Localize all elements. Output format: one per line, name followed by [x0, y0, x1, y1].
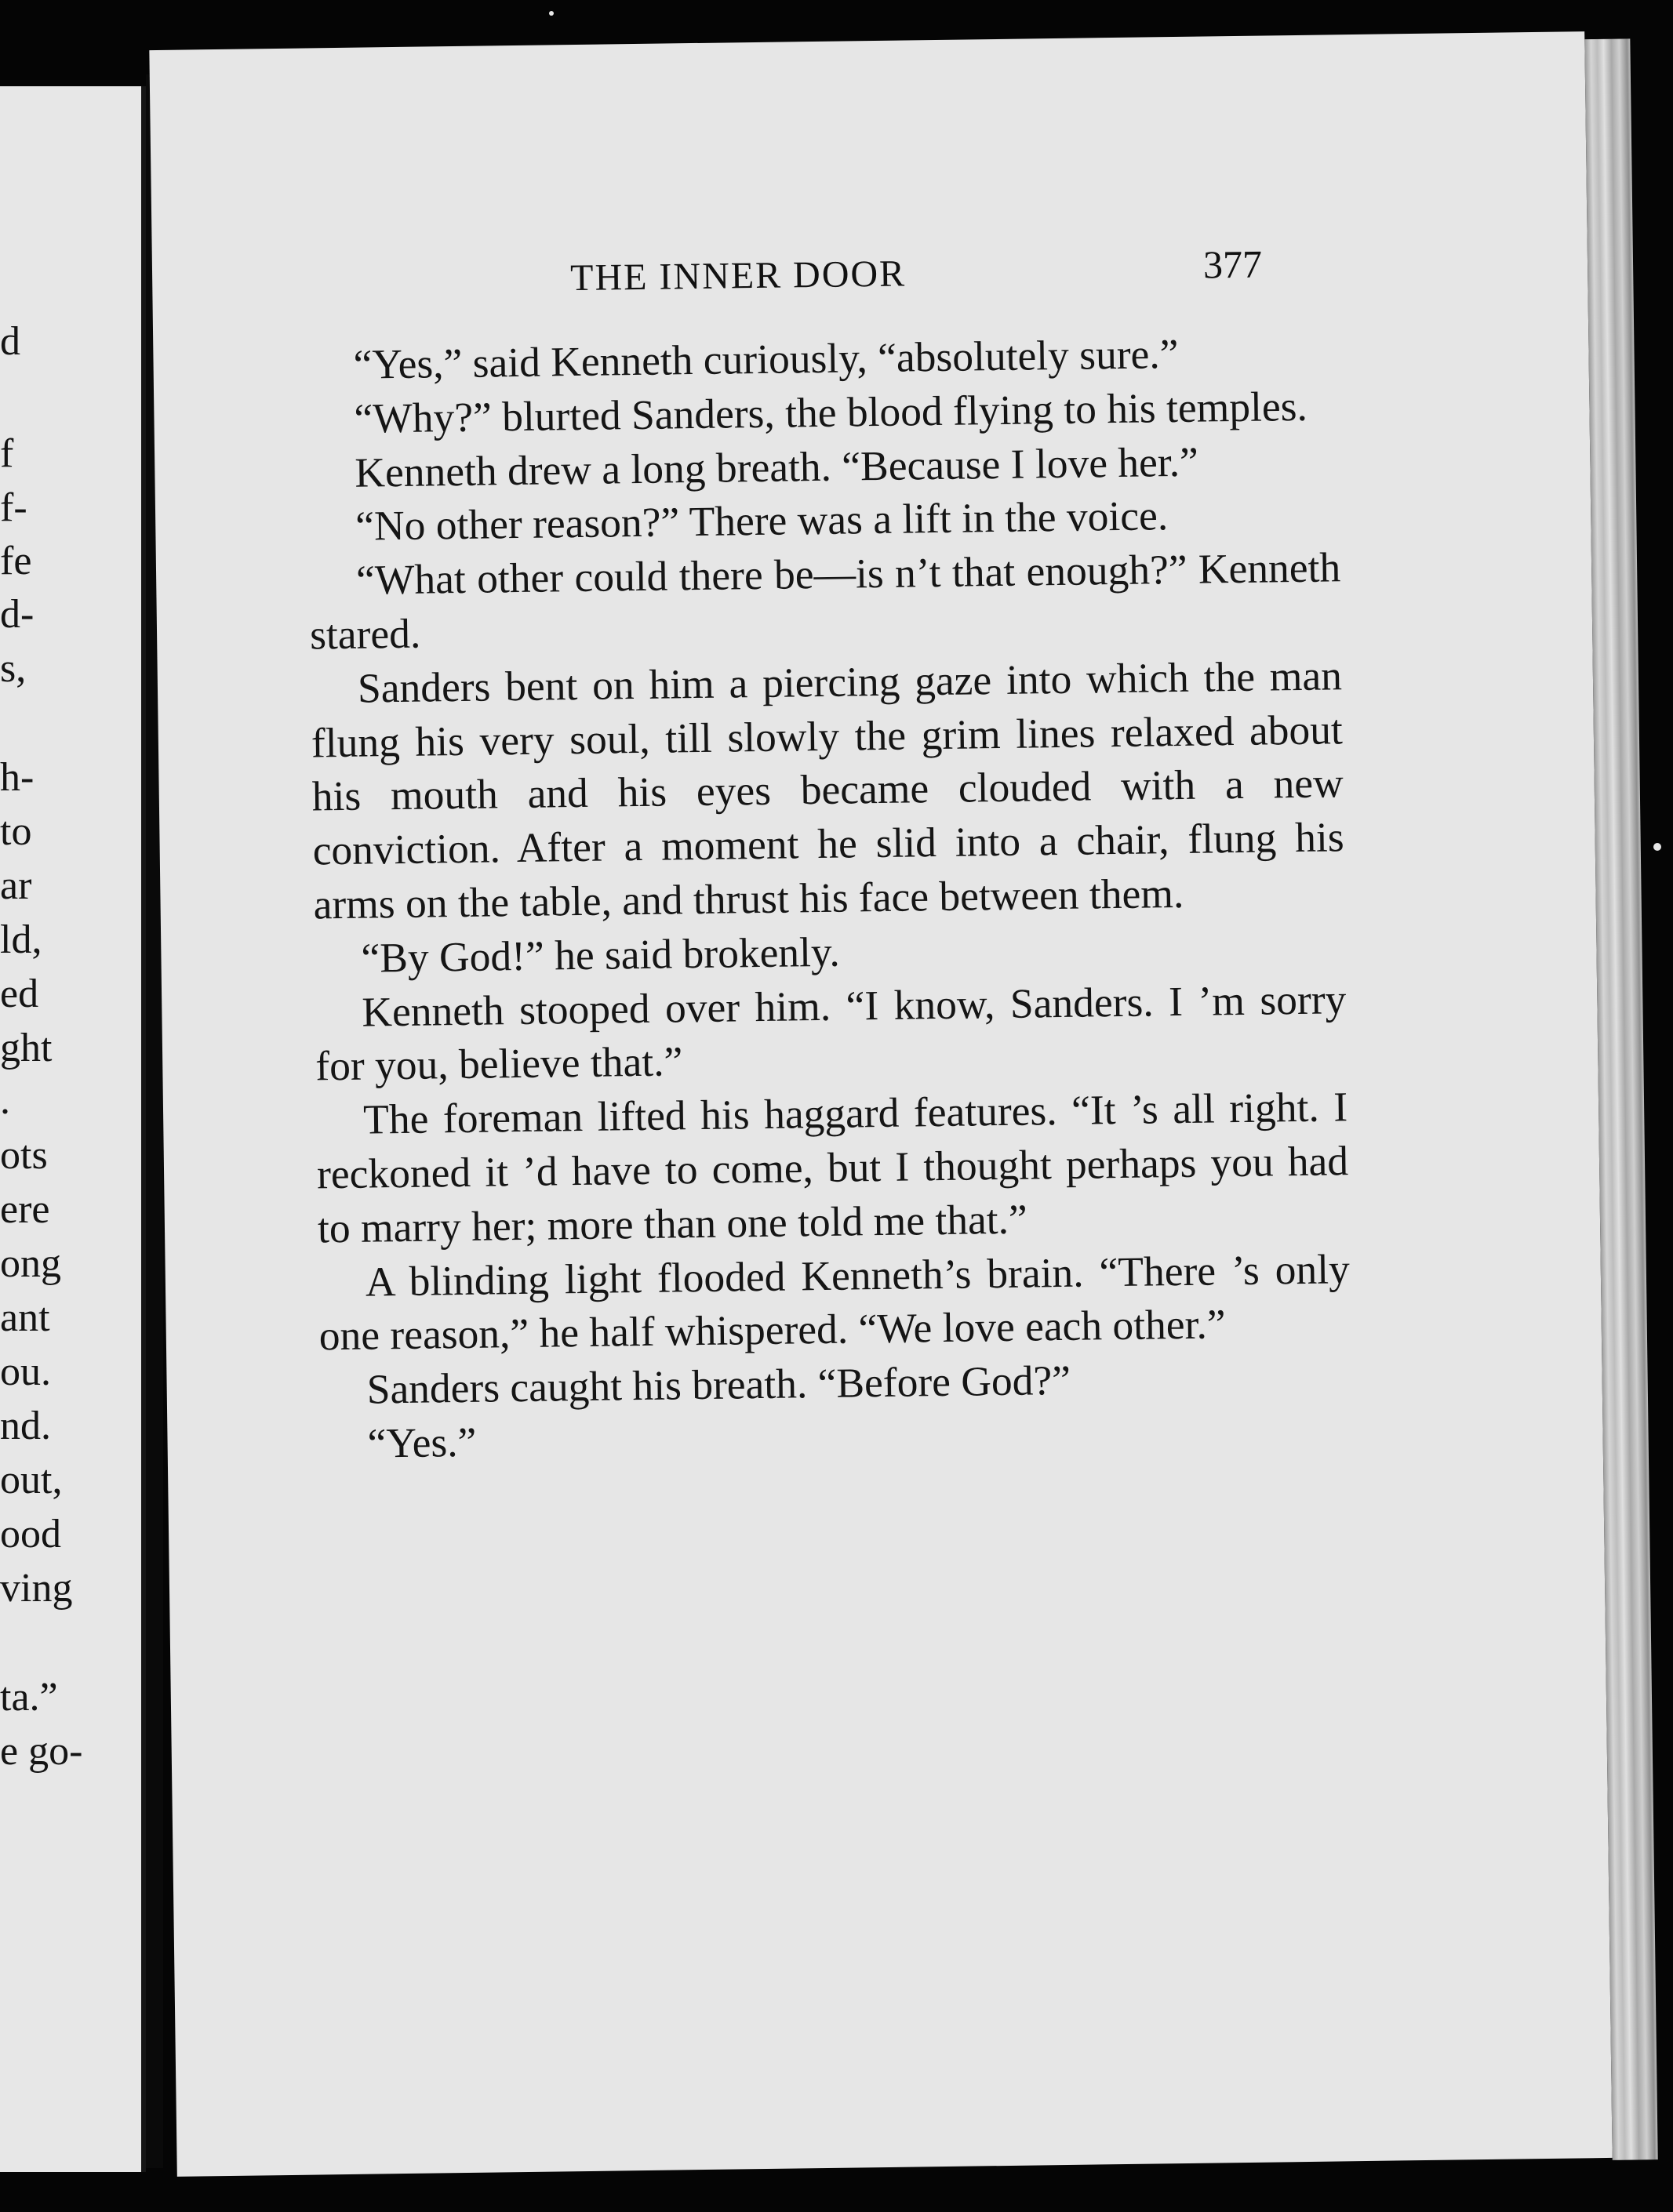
- left-page-fragment: fe: [0, 539, 32, 583]
- left-page-fragment: d: [0, 319, 20, 364]
- paragraph: “Why?” blurted Sanders, the blood flying to his temples.: [354, 382, 1308, 442]
- left-page-fragment: ant: [0, 1295, 50, 1340]
- left-page-fragment: to: [0, 809, 32, 854]
- left-page-fragment: ots: [0, 1133, 48, 1178]
- paragraph: “What other could there be—is n’t that enough?” Kenneth stared.: [309, 543, 1341, 659]
- left-page-fragment: ed: [0, 972, 39, 1016]
- left-page-fragment: d-: [0, 592, 35, 637]
- paragraph: “No other reason?” There was a lift in the voice.: [355, 492, 1169, 550]
- paragraph: Sanders caught his breath. “Before God?”: [366, 1357, 1071, 1413]
- left-page-fragment: ar: [0, 863, 32, 908]
- book-page: [149, 31, 1612, 2177]
- left-page-fragment: ere: [0, 1187, 50, 1232]
- left-page-fragment: f-: [0, 485, 27, 530]
- left-page-fragment: ld,: [0, 917, 42, 962]
- paragraph: “Yes,” said Kenneth curiously, “absolutely sure.”: [353, 329, 1179, 388]
- scan-speck: [1653, 843, 1661, 851]
- left-page-fragment: out,: [0, 1458, 63, 1502]
- left-page-fragment: nd.: [0, 1404, 51, 1448]
- left-page-fragment: ong: [0, 1241, 61, 1286]
- left-page-fragment: ood: [0, 1512, 61, 1556]
- paragraph: Kenneth stooped over him. “I know, Sanders. I ’m sorry for you, believe that.”: [315, 975, 1347, 1090]
- paragraph: “By God!” he said brokenly.: [361, 928, 840, 982]
- paragraph: Kenneth drew a long breath. “Because I love her.”: [355, 438, 1199, 496]
- left-page-fragment: f: [0, 431, 14, 476]
- left-page-fragment: ou.: [0, 1349, 51, 1394]
- left-page-fragment: h-: [0, 755, 35, 800]
- left-page-fragment: ta.”: [0, 1675, 58, 1720]
- left-page-fragment: .: [0, 1078, 10, 1123]
- running-head: [152, 242, 1588, 300]
- left-page-fragment: s,: [0, 646, 27, 691]
- page-edge-stack: [1584, 38, 1657, 2160]
- left-page-fragment: ving: [0, 1566, 73, 1611]
- paragraph: A blinding light flooded Kenneth’s brain. “There ’s only one reason,” he half whispered. “We love each other.”: [318, 1244, 1351, 1360]
- paragraph: The foreman lifted his haggard features. “It ’s all right. I reckoned it ’d have to come, but I thought perhaps you had to marry her; more than one told me that.”: [316, 1083, 1349, 1252]
- previous-page: [0, 86, 146, 2172]
- page-body: [306, 325, 1352, 1471]
- paragraph: Sanders bent on him a piercing gaze into which the man flung his very soul, till slowly the grim lines relaxed about his mouth and his eyes became clouded with a new conviction. After a moment he slid into a chair, flung his arms on the table, and thrust his face between them.: [311, 652, 1344, 928]
- page-number: 377: [1202, 242, 1263, 287]
- paragraph: “Yes.”: [367, 1418, 477, 1467]
- scan-speck: [549, 11, 554, 16]
- left-page-fragment: e go-: [0, 1729, 83, 1774]
- running-head-title: THE INNER DOOR: [569, 252, 907, 300]
- left-page-fragment: ght: [0, 1026, 53, 1070]
